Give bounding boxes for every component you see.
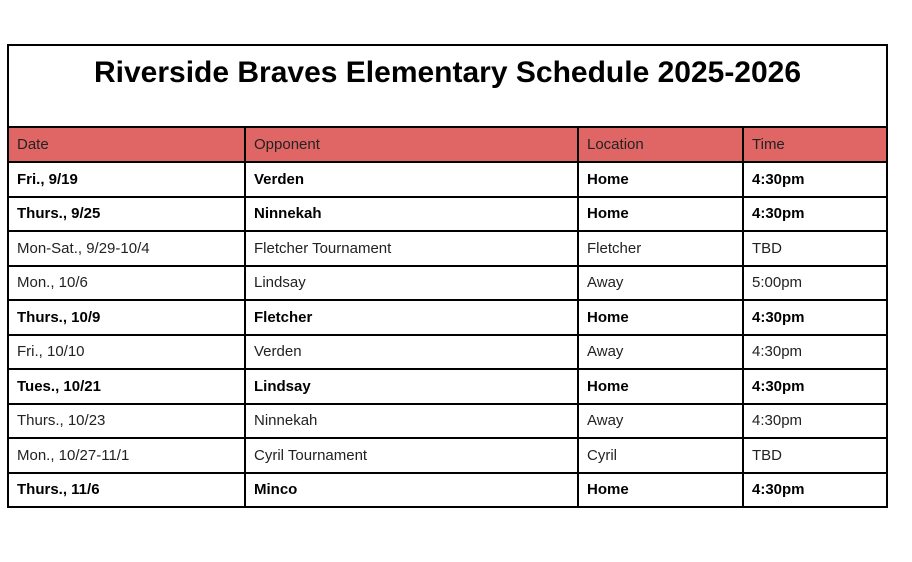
cell-date: Fri., 9/19 (8, 162, 245, 197)
cell-time: 4:30pm (743, 162, 887, 197)
cell-date: Mon., 10/6 (8, 266, 245, 301)
cell-location: Home (578, 300, 743, 335)
cell-location: Away (578, 335, 743, 370)
cell-time: TBD (743, 231, 887, 266)
cell-time: 4:30pm (743, 473, 887, 508)
schedule-title: Riverside Braves Elementary Schedule 2025-2026 (8, 45, 887, 127)
cell-date: Mon., 10/27-11/1 (8, 438, 245, 473)
cell-location: Away (578, 266, 743, 301)
cell-date: Mon-Sat., 9/29-10/4 (8, 231, 245, 266)
cell-location: Home (578, 473, 743, 508)
table-row (8, 300, 887, 335)
cell-location: Fletcher (578, 231, 743, 266)
header-time: Time (743, 127, 887, 162)
table-row (8, 197, 887, 232)
cell-opponent: Ninnekah (245, 404, 578, 439)
table-row (8, 404, 887, 439)
cell-location: Home (578, 162, 743, 197)
cell-opponent: Fletcher (245, 300, 578, 335)
table-row (8, 369, 887, 404)
header-location: Location (578, 127, 743, 162)
cell-date: Thurs., 9/25 (8, 197, 245, 232)
cell-time: 4:30pm (743, 404, 887, 439)
cell-opponent: Cyril Tournament (245, 438, 578, 473)
cell-opponent: Verden (245, 162, 578, 197)
cell-opponent: Ninnekah (245, 197, 578, 232)
table-row (8, 438, 887, 473)
cell-time: TBD (743, 438, 887, 473)
cell-date: Thurs., 10/23 (8, 404, 245, 439)
cell-time: 4:30pm (743, 197, 887, 232)
cell-date: Fri., 10/10 (8, 335, 245, 370)
table-row (8, 162, 887, 197)
table-row (8, 335, 887, 370)
cell-time: 4:30pm (743, 369, 887, 404)
cell-date: Thurs., 10/9 (8, 300, 245, 335)
cell-date: Thurs., 11/6 (8, 473, 245, 508)
cell-time: 4:30pm (743, 300, 887, 335)
cell-opponent: Verden (245, 335, 578, 370)
schedule-table (7, 44, 888, 508)
cell-location: Home (578, 197, 743, 232)
header-date: Date (8, 127, 245, 162)
header-opponent: Opponent (245, 127, 578, 162)
cell-time: 4:30pm (743, 335, 887, 370)
table-row (8, 231, 887, 266)
table-row (8, 266, 887, 301)
cell-location: Cyril (578, 438, 743, 473)
header-row (8, 127, 887, 162)
table-row (8, 473, 887, 508)
cell-opponent: Lindsay (245, 369, 578, 404)
title-row (8, 45, 887, 127)
cell-opponent: Lindsay (245, 266, 578, 301)
cell-opponent: Minco (245, 473, 578, 508)
cell-location: Home (578, 369, 743, 404)
cell-location: Away (578, 404, 743, 439)
cell-opponent: Fletcher Tournament (245, 231, 578, 266)
cell-time: 5:00pm (743, 266, 887, 301)
cell-date: Tues., 10/21 (8, 369, 245, 404)
